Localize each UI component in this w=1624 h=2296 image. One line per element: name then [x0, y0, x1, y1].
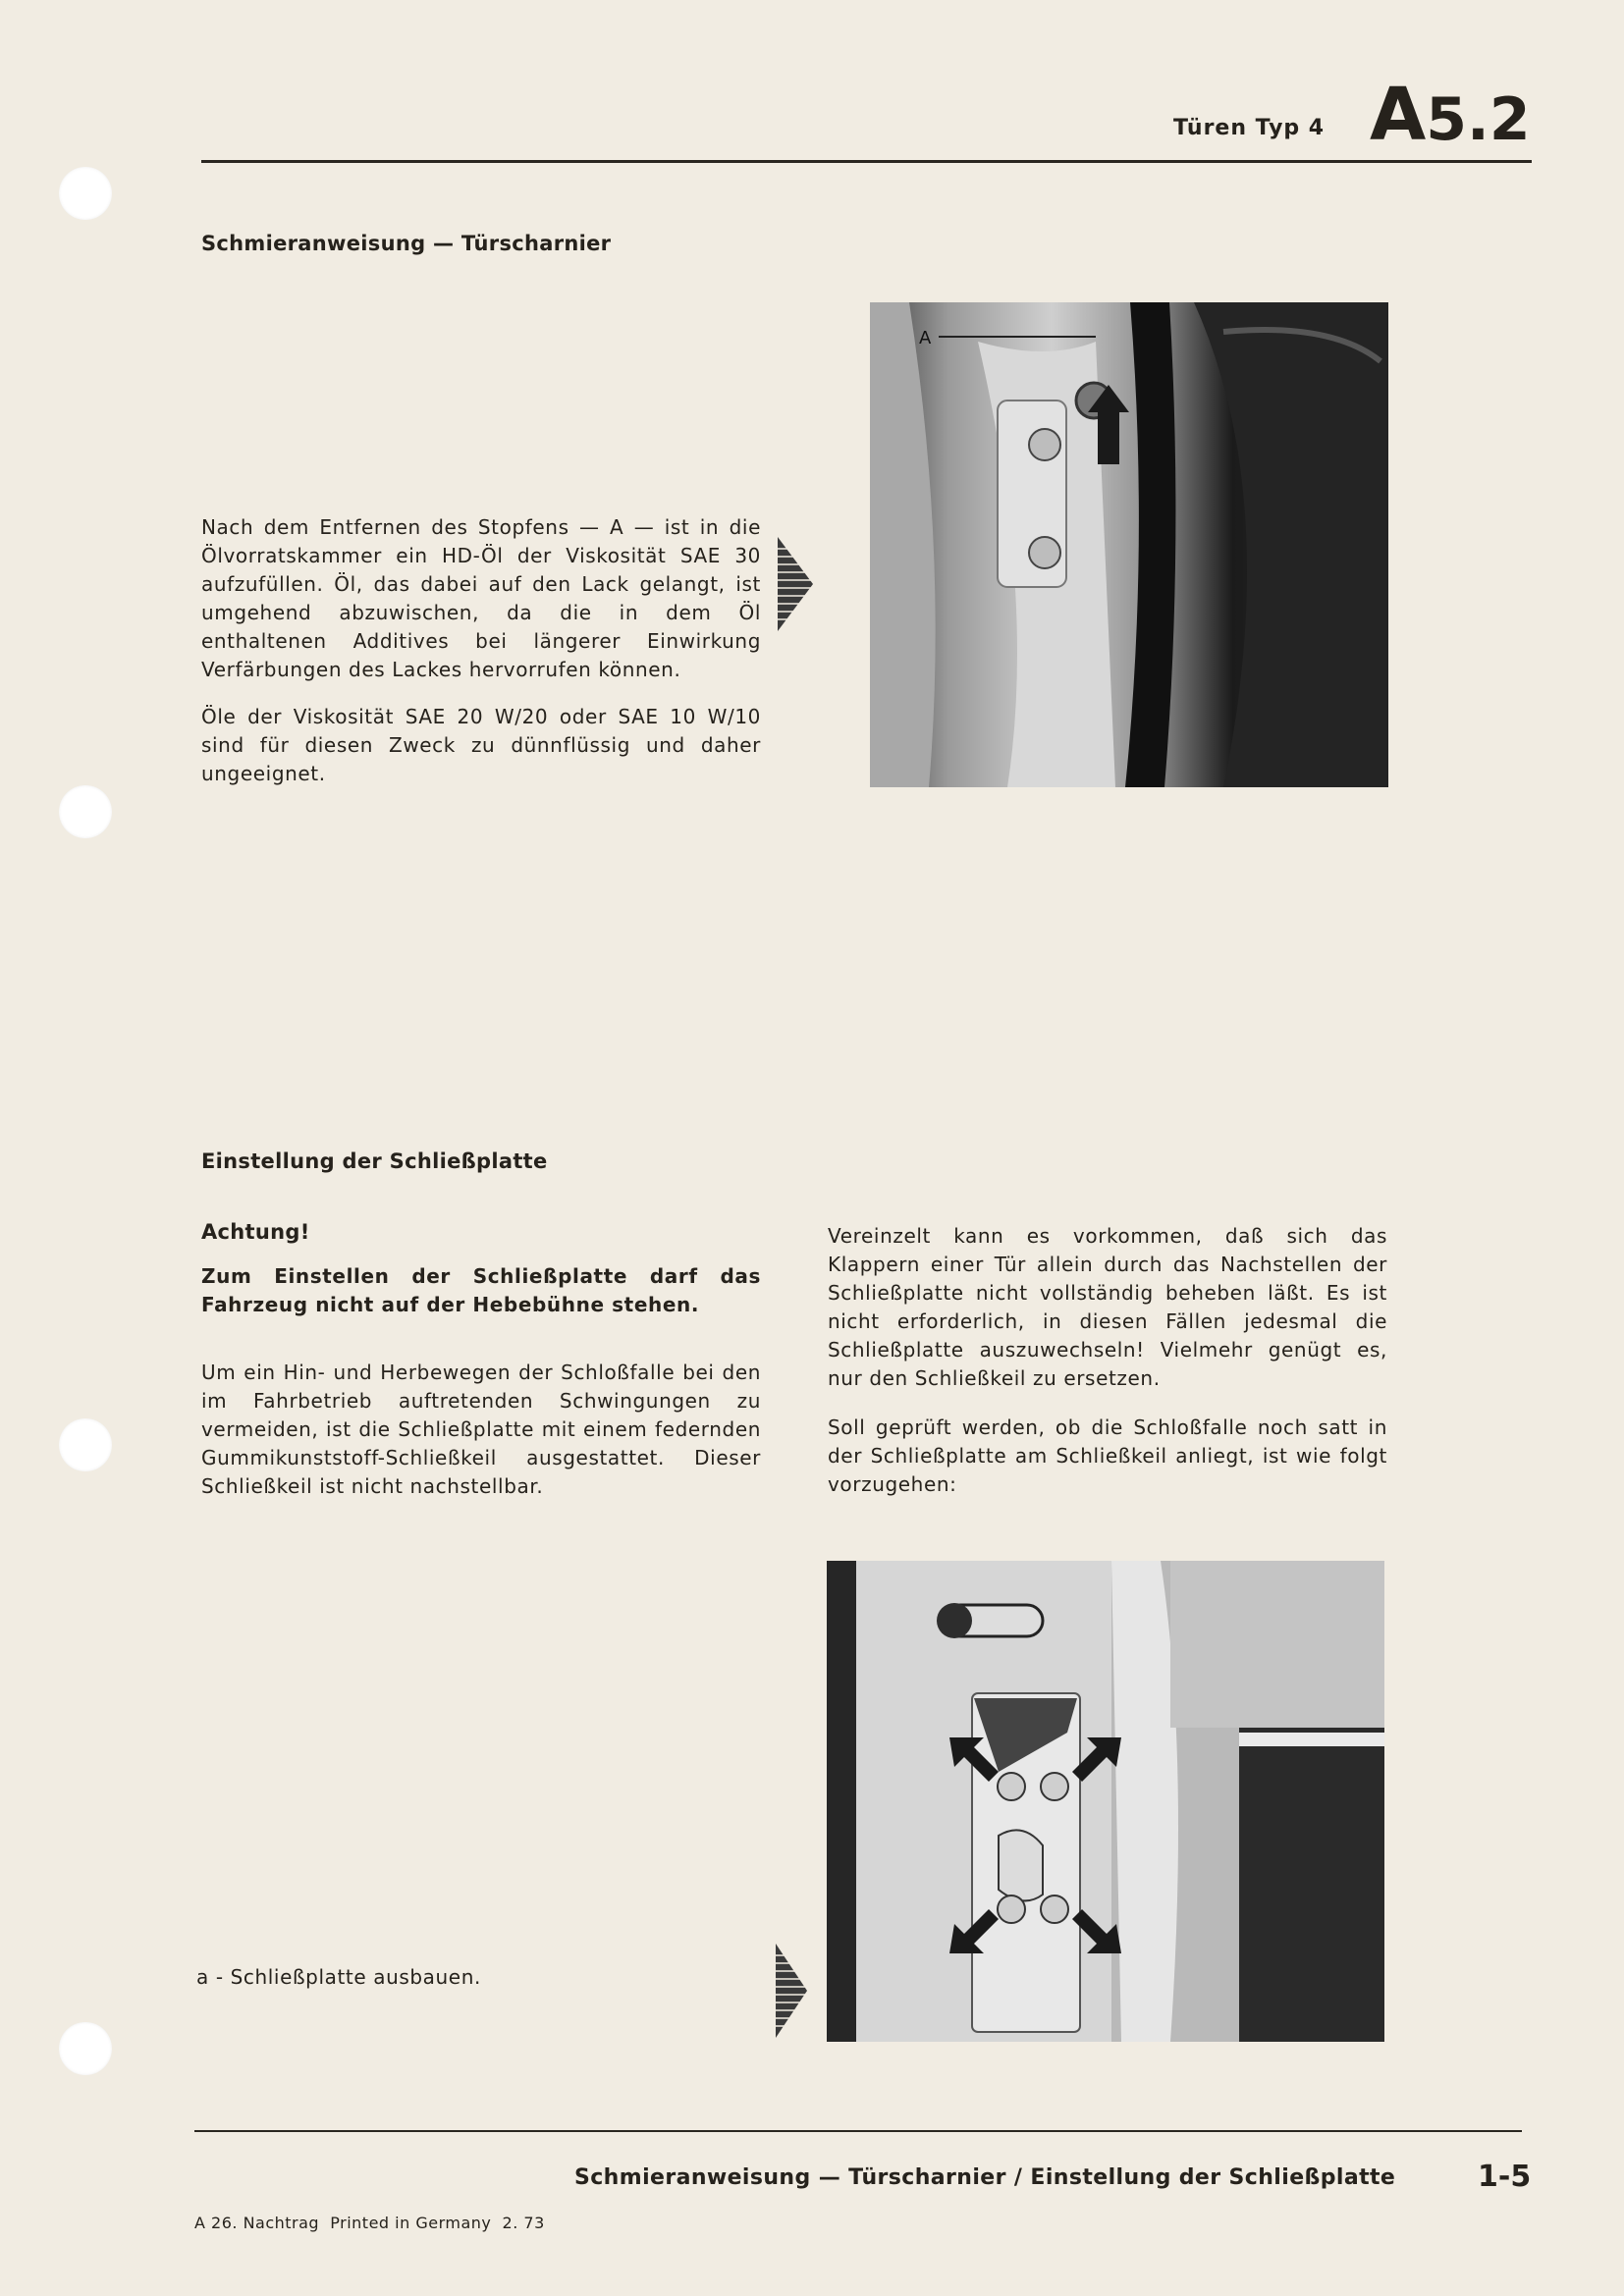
footer-page-number: 1-5 [1478, 2160, 1532, 2194]
punch-hole [59, 2022, 112, 2075]
header-section-code [1370, 73, 1531, 157]
section2-right-paragraph2: Soll geprüft werden, ob die Schloßfalle noch satt in der Schließplatte am Schließkeil anliegt, ist wie folgt vorzugehen: [828, 1415, 1387, 1496]
footer-rule [194, 2130, 1522, 2132]
header-rule [201, 160, 1532, 163]
photo-striker-plate [827, 1561, 1384, 2042]
header-section-title: Türen Typ 4 [1173, 116, 1326, 140]
section2-heading: Einstellung der Schließplatte [201, 1149, 548, 1173]
section2-warning-text: Zum Einstellen der Schließplatte darf das Fahrzeug nicht auf der Hebebühne stehen. [201, 1264, 761, 1316]
section1-paragraph2: Öle der Viskosität SAE 20 W/20 oder SAE 10 W/10 sind für diesen Zweck zu dünnflüssig und daher ungeeignet. [201, 705, 761, 785]
section1-paragraph1: Nach dem Entfernen des Stopfens — A — ist in die Ölvorratskammer ein HD-Öl der Viskosität SAE 30 aufzufüllen. Öl, das dabei auf den Lack gelangt, ist umgehend abzuwischen, da die in dem Öl enthaltenen Additives bei längerer Einwirkung Verfärbungen des Lackes hervorrufen können. [201, 515, 761, 681]
step-a-text: a - Schließplatte ausbauen. [196, 1965, 481, 1989]
section2-warning-title: Achtung! [201, 1220, 310, 1244]
section2-right-paragraph1: Vereinzelt kann es vorkommen, daß sich das Klappern einer Tür allein durch das Nachstellen der Schließplatte nicht vollständig beheben läßt. Es ist nicht erforderlich, in diesen Fällen jedesmal die Schließplatte auszuwechseln! Vielmehr genügt es, nur den Schließkeil zu ersetzen. [828, 1224, 1387, 1390]
pointer-arrow-icon [776, 535, 815, 633]
punch-hole [59, 785, 112, 838]
pointer-arrow-icon [774, 1942, 809, 2040]
footer-title: Schmieranweisung — Türscharnier / Einstellung der Schließplatte [574, 2165, 1396, 2190]
punch-hole [59, 167, 112, 220]
punch-hole [59, 1418, 112, 1471]
header-code-number: 5.2 [1426, 85, 1531, 154]
header-code-letter: A [1370, 73, 1427, 157]
photo1-label-a: A [919, 328, 932, 348]
footer-print-note: A 26. Nachtrag Printed in Germany 2. 73 [194, 2214, 545, 2232]
section1-heading: Schmieranweisung — Türscharnier [201, 232, 612, 255]
photo-door-hinge [870, 302, 1388, 787]
section2-paragraph1: Um ein Hin- und Herbewegen der Schloßfalle bei den im Fahrbetrieb auftretenden Schwingungen zu vermeiden, ist die Schließplatte mit einem federnden Gummikunststoff-Schließkeil ausgestattet. Dieser Schließkeil ist nicht nachstellbar. [201, 1361, 761, 1498]
